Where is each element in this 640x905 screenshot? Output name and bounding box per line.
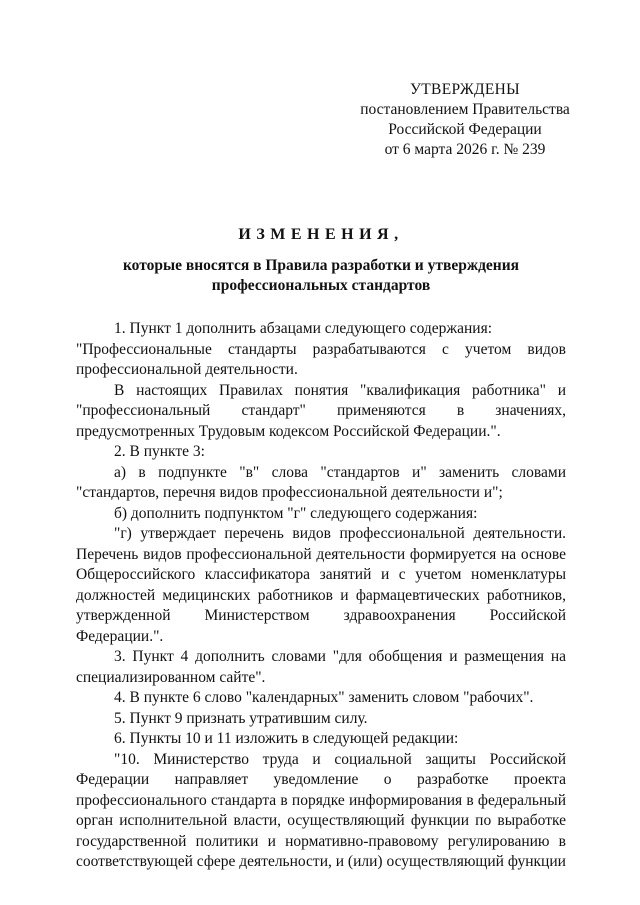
paragraph: 2. В пункте 3: xyxy=(114,443,205,460)
paragraph: 6. Пункты 10 и 11 изложить в следующей редакции: xyxy=(114,730,459,747)
approval-date: от 6 марта 2026 г. № 239 xyxy=(384,141,546,158)
document-title: ИЗМЕНЕНИЯ, xyxy=(238,226,404,243)
document-subtitle-line: профессиональных стандартов xyxy=(211,277,431,294)
document-heading xyxy=(76,226,566,296)
paragraph: "10. Министерство труда и социальной защиты Российской Федерации направляет уведомление о разработке проекта профессионального стандарта в порядке информирования в федеральный орган исполнительной власти, осуществляющий функции по выработке государственной политики и нормативно-правовому регулированию в соответствующей сфере деятельности, и (или) осуществляющий функции xyxy=(76,750,566,870)
paragraph: 5. Пункт 9 признать утратившим силу. xyxy=(114,709,368,727)
paragraph: 4. В пункте 6 слово "календарных" заменить словом "рабочих". xyxy=(114,689,534,706)
paragraph: б) дополнить подпунктом "г" следующего содержания: xyxy=(114,504,478,522)
approval-line: постановлением Правительства xyxy=(360,101,570,118)
paragraph: В настоящих Правилах понятия "квалификация работника" и "профессиональный стандарт" применяются в значениях, предусмотренных Трудовым кодексом Российской Федерации.". xyxy=(76,381,566,440)
paragraph: 3. Пункт 4 дополнить словами "для обобщения и размещения на специализированном сайте". xyxy=(76,648,566,686)
approval-line: Российской Федерации xyxy=(388,121,542,138)
paragraph: 1. Пункт 1 дополнить абзацами следующего содержания: xyxy=(114,320,493,337)
paragraph: а) в подпункте "в" слова "стандартов и" заменить словами "стандартов, перечня видов профессиональной деятельности и"; xyxy=(76,463,566,501)
paragraph: "Профессиональные стандарты разрабатываются с учетом видов профессиональной деятельности. xyxy=(76,340,566,378)
paragraph: "г) утверждает перечень видов профессиональной деятельности. Перечень видов профессиональной деятельности формируется на основе Общероссийского классификатора занятий и с учетом номенклатуры должностей медицинских работников и фармацевтических работников, утвержденной Министерством здравоохранения Российской Федерации.". xyxy=(76,525,566,645)
approval-block xyxy=(345,80,585,160)
document-body xyxy=(76,319,566,873)
approval-title: УТВЕРЖДЕНЫ xyxy=(410,81,520,98)
document-subtitle-line: которые вносятся в Правила разработки и утверждения xyxy=(122,257,520,274)
